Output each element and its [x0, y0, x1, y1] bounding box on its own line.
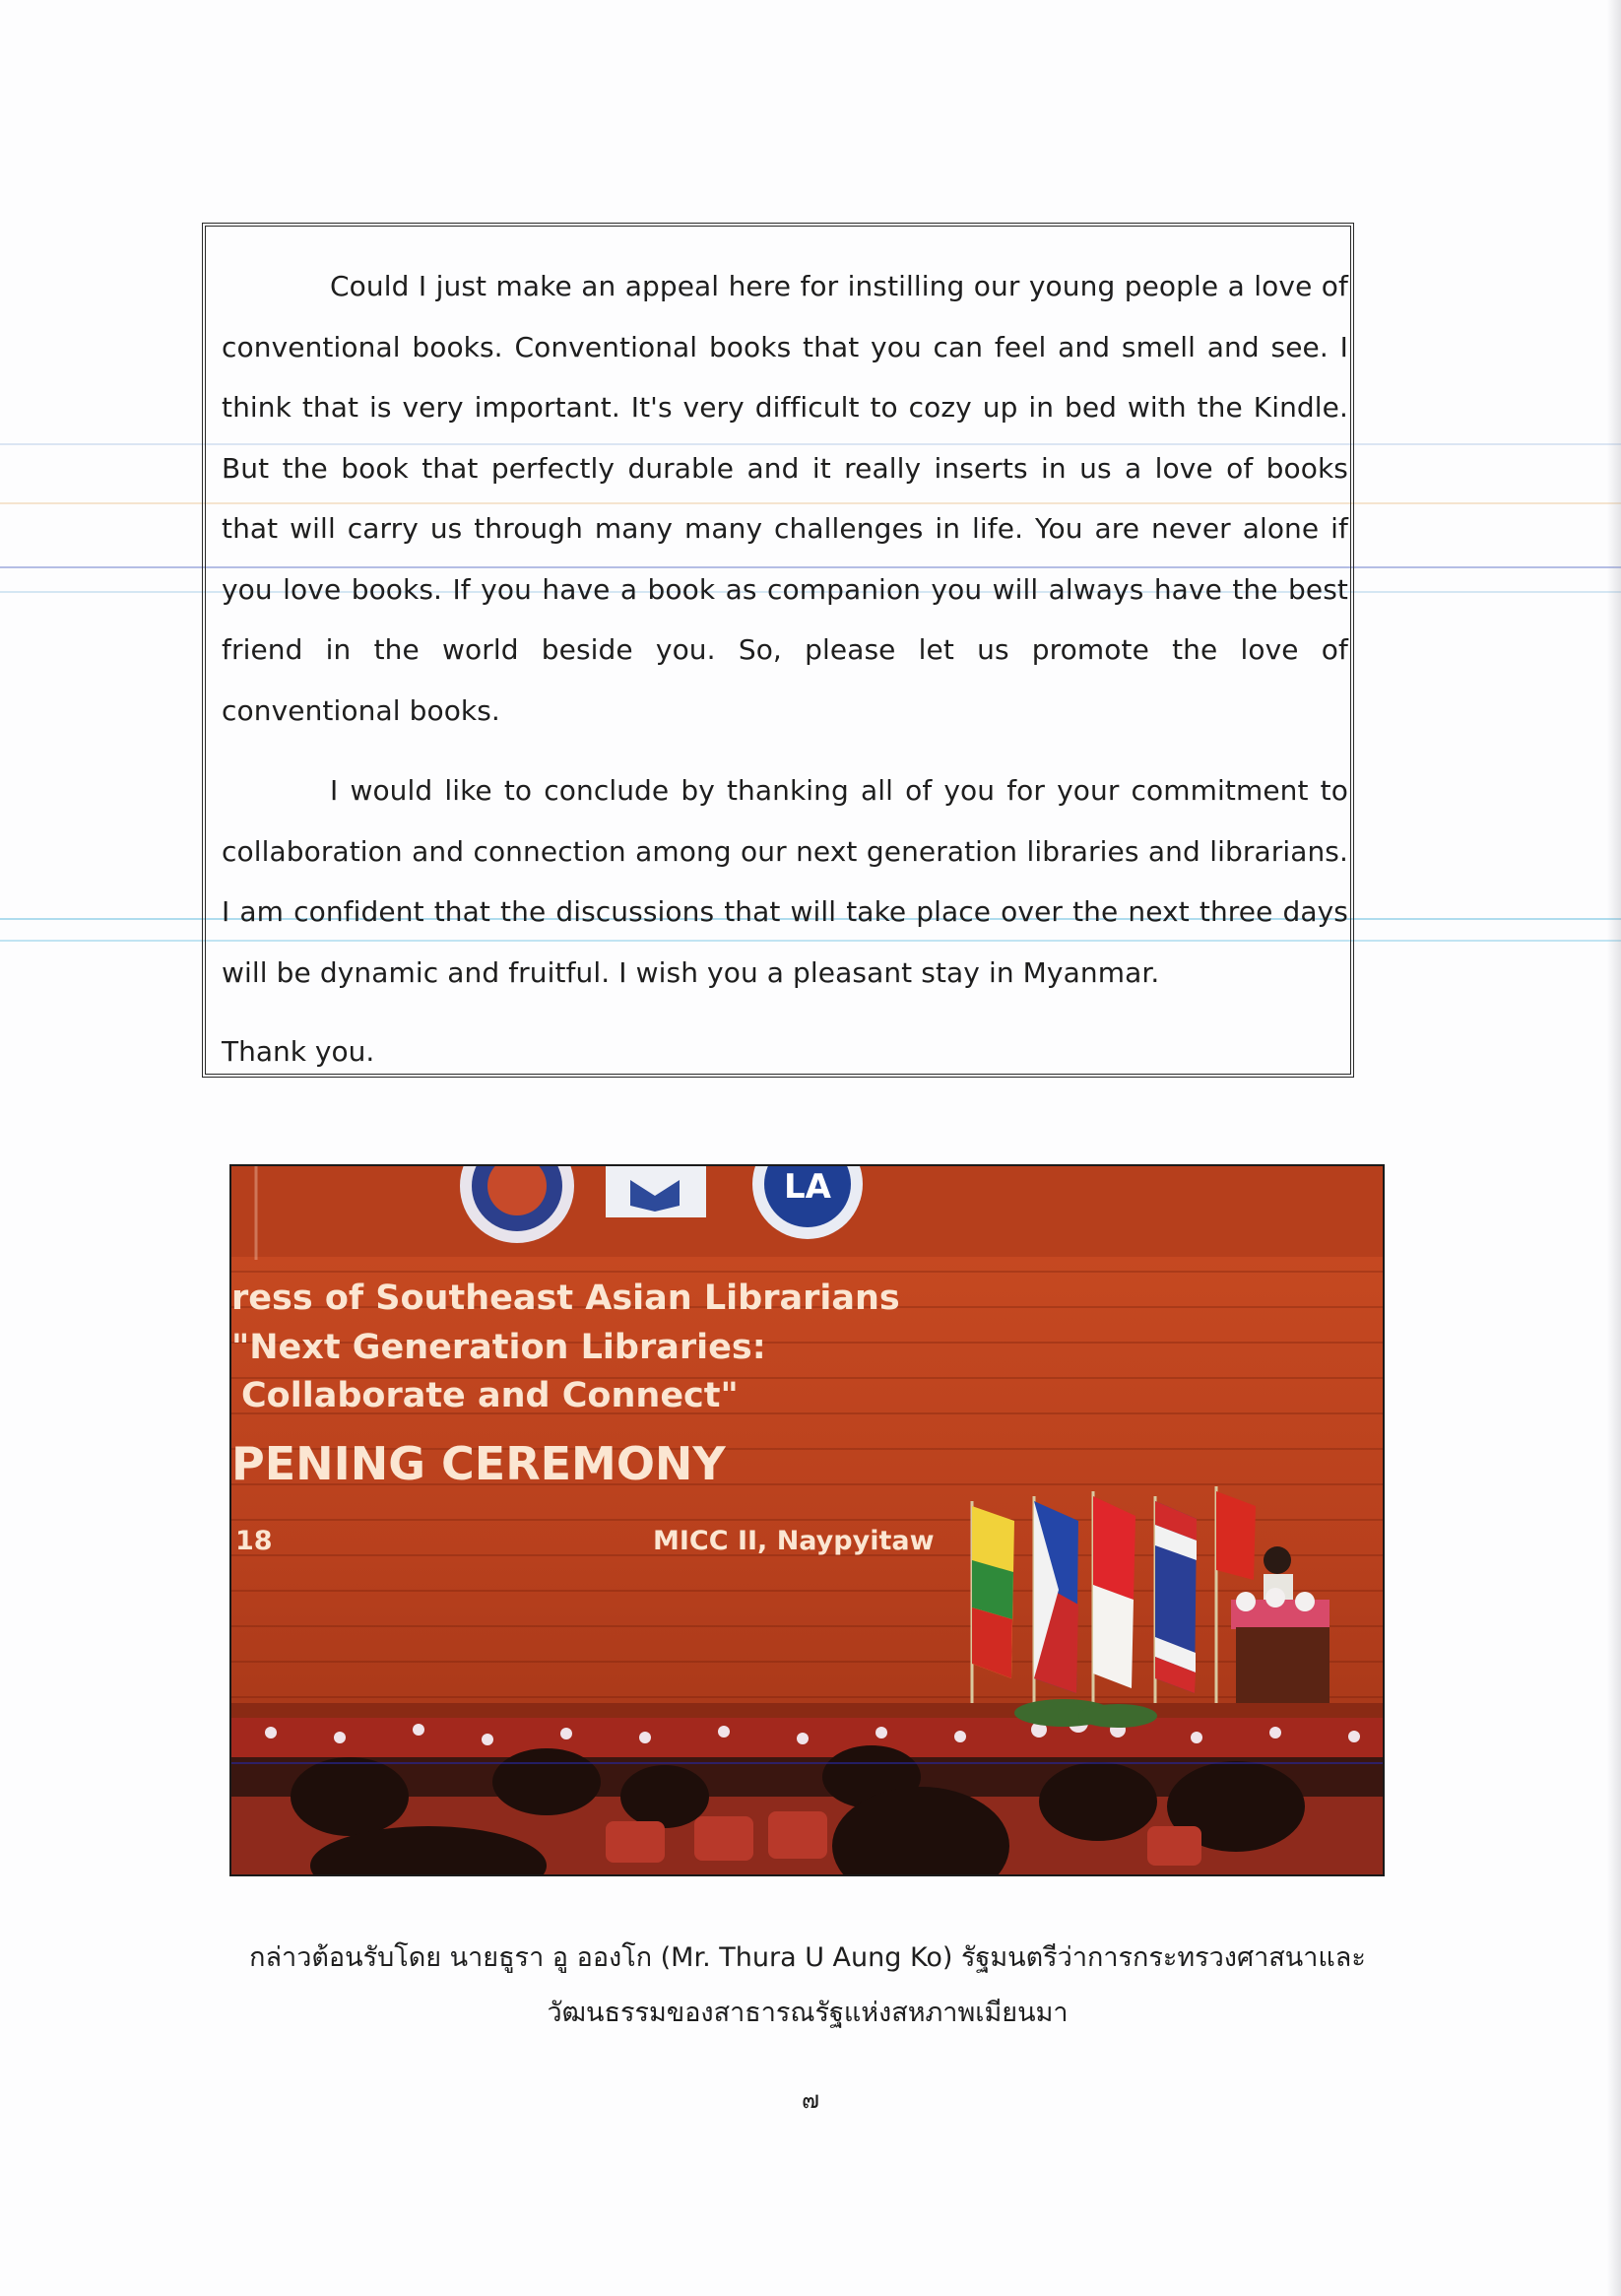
speech-paragraph-2: I would like to conclude by thanking all of you for your commitment to collaboration and connection among our next generation libraries and librarians. I am confident that the discussions that will take place over the next three days will be dynamic and fruitful. I wish you a pleasant stay in Myanmar.	[222, 774, 1348, 989]
caption-line-2: วัฒนธรรมของสาธารณรัฐแห่งสหภาพเมียนมา	[547, 1998, 1069, 2028]
page-number: ๗	[801, 2086, 820, 2114]
photo-caption	[227, 1931, 1389, 2041]
page-edge-shadow	[1607, 0, 1621, 2296]
speech-text	[222, 256, 1348, 1072]
banner-line-2: "Next Generation Libraries:	[231, 1328, 766, 1367]
ceremony-photo-image	[231, 1166, 1383, 1874]
speech-closing: Thank you.	[222, 1035, 375, 1068]
banner-venue: MICC II, Naypyitaw	[653, 1526, 935, 1556]
banner-line-4: PENING CEREMONY	[231, 1437, 726, 1490]
logo-text: LA	[784, 1167, 831, 1207]
speech-paragraph-1: Could I just make an appeal here for instilling our young people a love of conventional books. Conventional books that you can feel and smell and see. I think that is very important. It's very difficult to cozy up in bed with the Kindle. But the book that perfectly durable and it really inserts in us a love of books that will carry us through many many challenges in life. You are never alone if you love books. If you have a book as companion you will always have the best friend in the world beside you. So, please let us promote the love of conventional books.	[222, 270, 1348, 727]
banner-date: 18	[235, 1526, 273, 1556]
speech-text-box	[202, 223, 1354, 1078]
banner-line-1: ress of Southeast Asian Librarians	[231, 1279, 900, 1318]
banner-line-3: Collaborate and Connect"	[241, 1376, 739, 1415]
caption-line-1: กล่าวต้อนรับโดย นายธูรา อู อองโก (Mr. Thura U Aung Ko) รัฐมนตรีว่าการกระทรวงศาสนาและ	[249, 1942, 1366, 1973]
ceremony-photo	[229, 1164, 1385, 1876]
